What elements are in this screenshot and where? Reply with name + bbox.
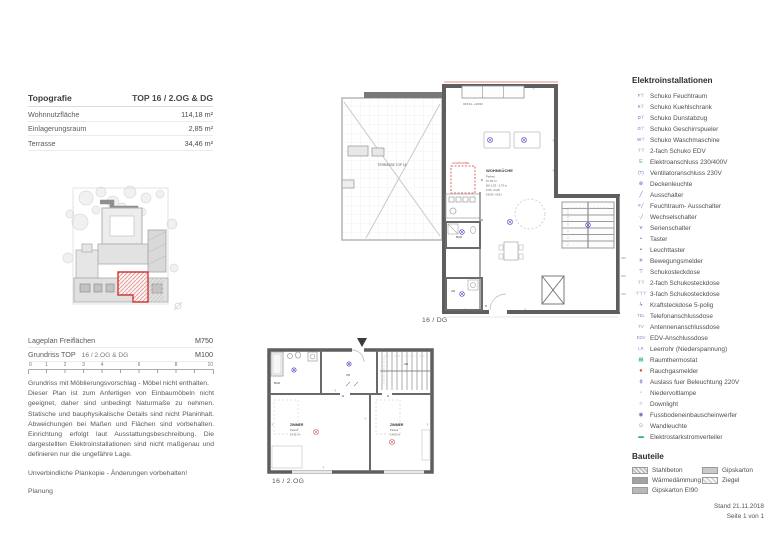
- dg-wohnkueche-area: 57,05 m²: [486, 179, 498, 183]
- legend-item-icon: ▪: [640, 246, 642, 253]
- legend-item: [632, 344, 764, 355]
- planung-label: Planung: [28, 487, 53, 495]
- site-terrace-hatch: [148, 278, 164, 302]
- electro-legend-list: [632, 91, 764, 443]
- legend-item: [632, 289, 764, 300]
- legend-item-label: 2-fach Schuko EDV: [650, 148, 706, 155]
- legend-item-label: Ventilatoranschluss 230V: [650, 170, 722, 177]
- scale-bar: [28, 360, 214, 376]
- site-north-mark: [174, 302, 182, 310]
- legend-item-icon: ⊙: [638, 422, 644, 429]
- svg-text:⊤: ⊤: [552, 139, 555, 143]
- topografie-row-value: 34,46 m²: [184, 138, 213, 148]
- legend-item-icon: W⊤: [637, 137, 645, 143]
- legend-item-label: Raumthermostat: [650, 357, 698, 364]
- disclaimer-body: Dieser Plan ist zum Anfertigen von Einbaumöbeln nicht geeignet, daher sind unbedingt Naturmaße zu nehmen. Statische und bauphysikalische Details sind nicht Planinhalt. Abweichungen bei Maßen und Flächen sind vorbehalten. Einrichtung erfolgt laut Ausstattungsbeschreibung. Die dargestellten Elektroinstallationen sind nicht maßgenau und definieren nur die ungefähre Lage.: [28, 390, 214, 459]
- topografie-row-label: Terrasse: [28, 138, 56, 148]
- og2-zimmer1-floor: Parkett: [290, 429, 299, 432]
- dg-roof-window-label: OFF.KL. +60/20: [463, 102, 483, 106]
- dg-caption: 16 / DG: [422, 317, 448, 324]
- og2-floor-plan: [264, 334, 476, 484]
- topografie-row-label: Wohnnutzfläche: [28, 109, 80, 119]
- scale-label: 10: [207, 362, 213, 368]
- dg-bad-label: BAD: [456, 235, 463, 239]
- bauteile-item-label: Ziegel: [722, 477, 740, 484]
- legend-item-icon: EDV: [636, 335, 646, 341]
- topografie-row: [28, 122, 213, 137]
- scale-label: 1: [45, 362, 48, 368]
- legend-item-icon: TEL: [637, 313, 645, 319]
- legend-item: [632, 278, 764, 289]
- bauteile-item: [632, 477, 702, 484]
- bauteile-item-label: Gipskarton EI90: [652, 487, 698, 494]
- topografie-row-value: 2,85 m²: [188, 124, 213, 133]
- svg-text:⊤: ⊤: [334, 389, 337, 393]
- scale-label: 0: [29, 362, 32, 368]
- og2-caption: 16 / 2.OG: [272, 478, 305, 485]
- dg-wohnkueche-name: WOHNKÜCHE: [486, 168, 513, 173]
- material-swatch: [632, 487, 648, 494]
- legend-item-label: Schuko Dunstabzug: [650, 115, 708, 122]
- legend-item: [632, 322, 764, 333]
- svg-text:⊤: ⊤: [271, 423, 274, 427]
- svg-text:⊤: ⊤: [364, 417, 367, 421]
- lageplan-scale: M750: [195, 335, 213, 345]
- dg-ar-label: AR: [451, 289, 456, 293]
- bauteile-item: [702, 477, 760, 484]
- legend-item-icon: G⊤: [637, 126, 645, 132]
- legend-item: [632, 333, 764, 344]
- legend-item-label: 3-fach Schukosteckdose: [650, 291, 720, 298]
- legend-item: [632, 366, 764, 377]
- svg-text:⊤: ⊤: [444, 153, 447, 157]
- legend-item: [632, 212, 764, 223]
- legend-item-label: Wechselschalter: [650, 214, 697, 221]
- legend-item: [632, 91, 764, 102]
- legend-item-icon: TV: [638, 324, 644, 330]
- legend-item-label: Niedervoltlampe: [650, 390, 697, 397]
- svg-text:⊤: ⊤: [426, 423, 429, 427]
- legend-item-label: Leuchttaster: [650, 247, 686, 254]
- legend-item-icon: ɸ: [639, 378, 643, 385]
- grundriss-scale: M100: [195, 350, 213, 359]
- legend-item: [632, 388, 764, 399]
- svg-text:⊤: ⊤: [552, 169, 555, 173]
- legend-item-label: Schuko Waschmaschine: [650, 137, 720, 144]
- bauteile-item-label: Wärmedämmung: [652, 477, 702, 484]
- legend-item-icon: ⋎: [638, 224, 644, 231]
- legend-item-label: Deckenleuchte: [650, 181, 693, 188]
- legend-item-icon: ⊤⊤: [637, 280, 645, 286]
- og2-zimmer2-floor: Parkett: [390, 429, 399, 432]
- og2-ar-label: AR: [404, 362, 409, 366]
- og2-vr-label: VR: [346, 373, 351, 377]
- legend-item-label: Schuko Feuchtraum: [650, 93, 708, 100]
- og2-zimmer1-name: ZIMMER: [290, 423, 304, 427]
- disclaimer-block: [28, 379, 214, 505]
- material-swatch: [702, 477, 718, 484]
- legend-item: [632, 377, 764, 388]
- scale-ticks: [29, 370, 214, 375]
- legend-item-label: 2-fach Schukosteckdose: [650, 280, 720, 287]
- dg-dim: 200: [621, 274, 627, 278]
- legend-item-label: Wandleuchte: [650, 423, 688, 430]
- legend-item: [632, 399, 764, 410]
- legend-item: [632, 234, 764, 245]
- dg-void-label: LICHTKUPPEL: [452, 162, 470, 165]
- legend-item-icon: ✳: [638, 257, 644, 264]
- legend-item-icon: F╱: [638, 203, 644, 209]
- legend-item: [632, 300, 764, 311]
- svg-text:⊤: ⊤: [532, 87, 535, 91]
- legend-item: [632, 168, 764, 179]
- legend-item-label: Schuko Geschirrspueler: [650, 126, 719, 133]
- material-swatch: [702, 467, 718, 474]
- bauteile-heading: Bauteile: [632, 452, 664, 461]
- material-swatch: [632, 477, 648, 484]
- legend-item-icon: ◉: [638, 411, 644, 418]
- dg-terrace-label: TERRASSE TOP 16: [377, 163, 407, 167]
- legend-item-label: Kraftsteckdose 5-polig: [650, 302, 714, 309]
- legend-item-icon: ╱: [639, 191, 643, 198]
- sheet-footer: [632, 502, 764, 521]
- legend-item-label: Fussbodeneinbauscheinwerfer: [650, 412, 738, 419]
- og2-zimmer1-area: 14,32 m²: [290, 433, 301, 437]
- dg-floor-plan: [334, 80, 630, 320]
- dg-wohnkueche-floor: Parkett: [486, 174, 495, 179]
- dg-terrace: [342, 92, 442, 240]
- dg-wohnkueche-bh: BH 2,53 - 2,70 m: [486, 183, 508, 188]
- og2-bad-label: BAD: [274, 381, 281, 385]
- legend-item-label: Schuko Kuehlschrank: [650, 104, 712, 111]
- scale-label: 8: [174, 362, 178, 368]
- legend-item-icon: ◦: [640, 389, 642, 396]
- grundriss-sub: 16 / 2.OG & DG: [81, 352, 129, 359]
- plan-index-block: [28, 333, 213, 362]
- bauteile-item-label: Stahlbeton: [652, 467, 683, 474]
- material-swatch: [632, 467, 648, 474]
- legend-item-icon: E: [639, 158, 643, 165]
- legend-item-label: Downlight: [650, 401, 679, 408]
- legend-item: [632, 421, 764, 432]
- dg-dim: 250: [621, 256, 627, 260]
- legend-item-icon: K⊤: [637, 104, 645, 110]
- legend-item-icon: ⊤⊤: [637, 148, 645, 154]
- scale-label: 3: [82, 362, 85, 368]
- scale-label: 6: [137, 362, 141, 368]
- legend-item: [632, 256, 764, 267]
- legend-item-icon: •: [640, 235, 642, 242]
- legend-item: [632, 432, 764, 443]
- footer-stand: Stand 21.11.2018: [714, 503, 764, 510]
- legend-item: [632, 311, 764, 322]
- legend-item-label: Antennenanschlussdose: [650, 324, 720, 331]
- dg-wohnkueche-kdok: KDOK +8,81: [486, 192, 502, 197]
- legend-item-label: Schukosteckdose: [650, 269, 701, 276]
- legend-item: [632, 135, 764, 146]
- svg-text:⊤: ⊤: [524, 308, 527, 312]
- legend-item-icon: ϟ: [639, 301, 643, 308]
- legend-item-icon: ⊤⊤⊤: [635, 291, 647, 297]
- dg-shaft: [542, 276, 564, 304]
- topografie-row-label: Einlagerungsraum: [28, 124, 87, 133]
- scale-label: 2: [63, 362, 67, 368]
- dg-bad: [446, 222, 480, 248]
- topografie-row: [28, 136, 213, 151]
- footer-page: Seite 1 von 1: [726, 512, 764, 520]
- legend-item: [632, 410, 764, 421]
- disclaimer-line1: Grundriss mit Möblierungsvorschlag - Möbel nicht enthalten.: [28, 380, 209, 387]
- scale-label: 4: [100, 362, 104, 368]
- legend-item-label: Taster: [650, 236, 668, 243]
- legend-item-icon: D⊤: [637, 115, 645, 121]
- bauteile-item: [702, 467, 760, 474]
- legend-item-icon: (T): [638, 170, 644, 176]
- legend-item-icon: F⊤: [637, 93, 645, 99]
- topografie-heading: Topografie: [28, 93, 72, 103]
- legend-item-label: Serienschalter: [650, 225, 691, 232]
- bauteile-item-label: Gipskarton: [722, 467, 753, 474]
- og2-zimmer2-area: 14,55 m²: [390, 433, 401, 437]
- legend-item-label: Rauchgasmelder: [650, 368, 699, 375]
- og2-north-marker: [357, 338, 367, 347]
- legend-item-label: Bewegungsmelder: [650, 258, 703, 265]
- legend-item-label: Telefonanschlussdose: [650, 313, 713, 320]
- legend-item-icon: ●: [639, 367, 643, 374]
- legend-item-icon: ○: [639, 400, 643, 407]
- dg-wohnkueche-fok: FOK +6,08: [486, 188, 500, 192]
- legend-item: [632, 113, 764, 124]
- legend-item: [632, 245, 764, 256]
- legend-item-label: Feuchtraum- Ausschalter: [650, 203, 722, 210]
- legend-item: [632, 190, 764, 201]
- legend-item: [632, 157, 764, 168]
- grundriss-label: Grundriss TOP: [28, 350, 76, 359]
- legend-item: [632, 201, 764, 212]
- legend-item-label: Leerrohr (Niederspannung): [650, 346, 728, 353]
- legend-item: [632, 179, 764, 190]
- topografie-row: [28, 107, 213, 122]
- electro-legend-heading: Elektroinstallationen: [632, 76, 713, 85]
- bauteile-item: [632, 467, 702, 474]
- dg-dim: 150: [621, 292, 627, 296]
- legend-item: [632, 146, 764, 157]
- topografie-rows: [28, 107, 213, 151]
- legend-item: [632, 267, 764, 278]
- plan-copy-note: Unverbindliche Plankopie - Änderungen vorbehalten!: [28, 469, 188, 477]
- legend-item-label: Auslass fuer Beleuchtung 220V: [650, 379, 740, 386]
- topografie-header-row: [28, 90, 213, 107]
- legend-item: [632, 355, 764, 366]
- plan-index-row-lageplan: [28, 333, 213, 348]
- legend-item-label: Elektrostarkstromverteiler: [650, 434, 723, 441]
- dg-ar: [446, 278, 482, 310]
- og2-zimmer2-name: ZIMMER: [390, 423, 404, 427]
- bauteile-item: [632, 487, 702, 494]
- legend-item-label: Ausschalter: [650, 192, 684, 199]
- site-plan-svg: [56, 180, 196, 312]
- bauteile-legend: [632, 452, 764, 494]
- legend-item-label: Elektroanschluss 230/400V: [650, 159, 728, 166]
- legend-item-icon: ▬: [638, 433, 644, 440]
- unit-title: TOP 16 / 2.OG & DG: [132, 93, 213, 103]
- legend-item-label: EDV-Anschlussdose: [650, 335, 708, 342]
- og2-outer-walls: [269, 350, 432, 472]
- topografie-row-value: 114,18 m²: [181, 109, 213, 119]
- bauteile-grid: [632, 467, 764, 494]
- legend-item-icon: ▦: [638, 356, 644, 363]
- topografie-block: [28, 90, 213, 151]
- legend-item: [632, 102, 764, 113]
- svg-text:⊤: ⊤: [322, 466, 325, 470]
- legend-item: [632, 223, 764, 234]
- electro-legend: [632, 76, 764, 443]
- legend-item-icon: ⊤: [638, 268, 644, 275]
- legend-item: [632, 124, 764, 135]
- svg-text:⊤: ⊤: [464, 308, 467, 312]
- lageplan-label: Lageplan Freiflächen: [28, 335, 96, 345]
- svg-text:⊤: ⊤: [444, 187, 447, 191]
- legend-item-icon: LR: [638, 346, 644, 352]
- legend-item-icon: ·╱: [638, 214, 644, 220]
- legend-item-icon: ⊗: [638, 180, 644, 187]
